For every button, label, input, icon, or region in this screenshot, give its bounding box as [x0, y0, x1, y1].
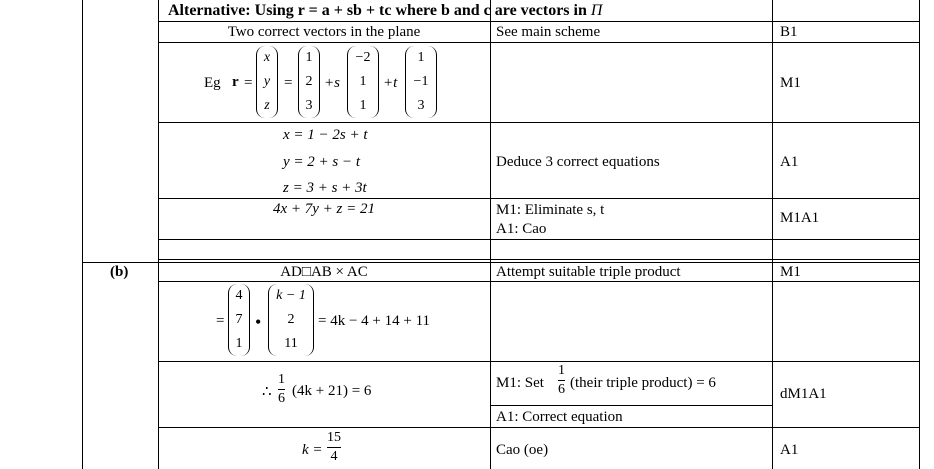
vector-point	[298, 46, 320, 118]
r4-col2b: A1: Cao	[496, 221, 547, 237]
b1-col2: Attempt suitable triple product	[496, 264, 681, 280]
row-line	[158, 21, 920, 22]
b2-eq: =	[216, 313, 225, 329]
vector-normal	[228, 284, 250, 356]
r2-r: r	[232, 74, 239, 90]
b4-den: 4	[330, 449, 338, 464]
v4-2: 3	[417, 98, 425, 113]
v2-1: 2	[305, 74, 313, 89]
eq-z: z = 3 + s + 3t	[283, 180, 367, 196]
row-line	[158, 198, 920, 199]
r2-eg: Eg	[204, 75, 221, 91]
vector-b	[347, 46, 379, 118]
v1-0: x	[263, 50, 271, 65]
v3-0: −2	[355, 50, 371, 65]
r1-col2: See main scheme	[496, 24, 601, 40]
b3-frac-bar	[278, 389, 285, 390]
col2-left-border	[490, 0, 491, 469]
part-b-label: (b)	[110, 264, 129, 280]
v3-2: 1	[359, 98, 367, 113]
outer-left-border	[82, 0, 83, 469]
alternative-header	[168, 3, 602, 19]
alt-eq-rest: = a + sb + tc	[304, 2, 392, 19]
r2-mark: M1	[780, 75, 801, 91]
b3-den: 6	[278, 391, 285, 406]
b3-col2-fraction	[558, 364, 565, 397]
b3-c2-frac-bar	[558, 380, 565, 381]
row-line	[158, 42, 920, 43]
eq-y: y = 2 + s − t	[283, 154, 361, 170]
v1-2: z	[264, 98, 270, 113]
r2-eq2: =	[284, 75, 293, 91]
row-line	[158, 427, 920, 428]
v3-1: 1	[359, 74, 367, 89]
v2-0: 1	[305, 50, 313, 65]
b3-num: 1	[278, 372, 285, 387]
col3-left-border	[772, 0, 773, 469]
b3-col2-pre: M1: Set	[496, 375, 544, 391]
b2-dot: •	[255, 312, 262, 332]
r4-col1: 4x + 7y + z = 21	[272, 201, 376, 217]
r2-plus-t: +t	[383, 75, 398, 91]
r3-mark: A1	[780, 154, 799, 170]
v2-2: 3	[305, 98, 313, 113]
v4-1: −1	[413, 74, 429, 89]
b4-frac-bar	[327, 447, 341, 448]
r1-col1: Two correct vectors in the plane	[227, 24, 421, 40]
r2-eq: =	[244, 75, 253, 91]
r1-mark: B1	[780, 24, 798, 40]
row-line	[158, 361, 920, 362]
b1-col1: AD□AB × AC	[280, 264, 368, 280]
b3-mark: dM1A1	[780, 386, 827, 402]
b3-expr: (4k + 21) = 6	[292, 383, 372, 399]
bv1-2: 1	[235, 336, 243, 351]
b3-therefore: ∴	[262, 384, 272, 400]
b3-c2-den: 6	[558, 382, 565, 397]
vector-ad	[268, 284, 314, 356]
b3-col2b: A1: Correct equation	[496, 409, 623, 425]
bv2-1: 2	[287, 312, 295, 327]
alt-eq-r: r	[297, 2, 305, 19]
row-line	[158, 281, 920, 282]
r4-col2a: M1: Eliminate s, t	[496, 202, 605, 218]
b2-rhs: = 4k − 4 + 14 + 11	[318, 313, 431, 329]
vector-xyz	[256, 46, 278, 118]
row-line	[158, 259, 920, 260]
col1-left-border	[158, 0, 159, 469]
b3-fraction	[278, 373, 285, 406]
v1-1: y	[263, 74, 271, 89]
row-line	[82, 262, 920, 263]
b1-mark: M1	[780, 264, 801, 280]
b3-col2-post: (their triple product) = 6	[570, 375, 716, 391]
vector-c	[405, 46, 437, 118]
r3-col2: Deduce 3 correct equations	[496, 154, 660, 170]
alt-suffix: where b and c are vectors in	[391, 2, 591, 19]
b4-mark: A1	[780, 442, 799, 458]
r4-mark: M1A1	[780, 210, 820, 226]
bv2-2: 11	[284, 336, 298, 351]
b4-k: k =	[302, 442, 323, 458]
row-line	[158, 122, 920, 123]
row-line	[158, 239, 920, 240]
outer-right-border	[919, 0, 920, 469]
eq-x: x = 1 − 2s + t	[283, 127, 368, 143]
b4-fraction	[327, 431, 341, 464]
row-line	[490, 405, 772, 406]
b4-num: 15	[327, 430, 341, 445]
bv2-0: k − 1	[276, 288, 306, 303]
bv1-0: 4	[235, 288, 243, 303]
b3-c2-num: 1	[558, 363, 565, 378]
v4-0: 1	[417, 50, 425, 65]
b4-col2: Cao (oe)	[496, 442, 549, 458]
bv1-1: 7	[235, 312, 243, 327]
alt-pi: Π	[590, 2, 603, 19]
alt-prefix: Alternative: Using	[168, 2, 298, 19]
r2-plus-s: +s	[324, 75, 340, 91]
